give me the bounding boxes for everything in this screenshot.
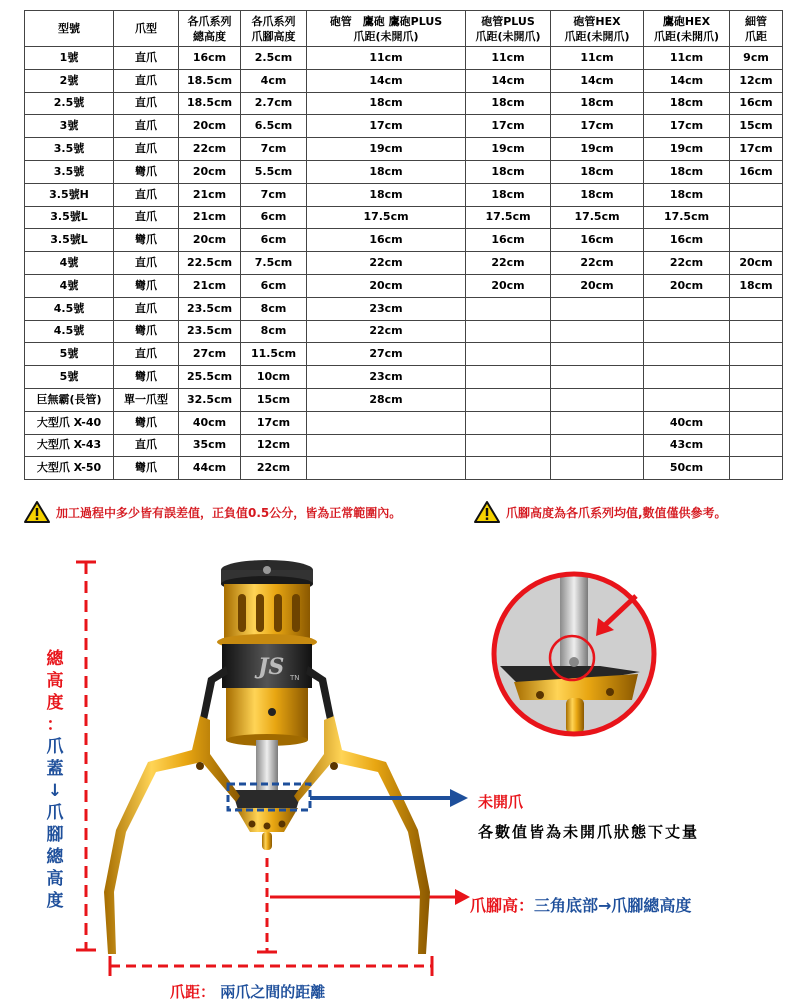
table-cell: 3號 xyxy=(25,115,114,138)
table-cell: 23cm xyxy=(307,297,466,320)
table-cell xyxy=(307,411,466,434)
svg-text:JS: JS xyxy=(258,654,285,680)
table-cell: 7.5cm xyxy=(241,252,307,275)
table-cell: 9cm xyxy=(730,47,783,70)
foot-height-indicator xyxy=(257,858,470,952)
table-row xyxy=(25,138,783,161)
table-cell: 14cm xyxy=(551,69,644,92)
table-cell: 20cm xyxy=(730,252,783,275)
table-cell xyxy=(644,297,730,320)
table-cell: 22.5cm xyxy=(179,252,241,275)
table-cell: 17cm xyxy=(644,115,730,138)
table-cell xyxy=(730,206,783,229)
table-cell xyxy=(466,411,551,434)
table-cell: 20cm xyxy=(551,274,644,297)
table-cell: 18cm xyxy=(644,160,730,183)
table-cell: 43cm xyxy=(644,434,730,457)
table-cell: 18.5cm xyxy=(179,69,241,92)
table-cell: 6cm xyxy=(241,229,307,252)
table-cell: 16cm xyxy=(307,229,466,252)
table-cell: 直爪 xyxy=(114,183,179,206)
column-header: 砲管PLUS 爪距(未開爪) xyxy=(466,11,551,47)
table-cell: 22cm xyxy=(241,457,307,480)
table-cell: 16cm xyxy=(551,229,644,252)
column-header: 砲管HEX 爪距(未開爪) xyxy=(551,11,644,47)
table-cell: 50cm xyxy=(644,457,730,480)
table-cell: 27cm xyxy=(179,343,241,366)
column-header: 各爪系列 爪腳高度 xyxy=(241,11,307,47)
table-cell xyxy=(551,366,644,389)
table-cell: 11cm xyxy=(644,47,730,70)
table-cell: 2.5cm xyxy=(241,47,307,70)
table-cell xyxy=(730,343,783,366)
table-cell: 35cm xyxy=(179,434,241,457)
table-body xyxy=(25,47,783,480)
table-row xyxy=(25,434,783,457)
table-cell: 17.5cm xyxy=(551,206,644,229)
column-header: 爪型 xyxy=(114,11,179,47)
table-cell: 16cm xyxy=(644,229,730,252)
table-cell: 11cm xyxy=(551,47,644,70)
table-cell xyxy=(644,366,730,389)
table-cell: 11cm xyxy=(466,47,551,70)
table-cell xyxy=(730,297,783,320)
table-row xyxy=(25,160,783,183)
table-cell: 4號 xyxy=(25,274,114,297)
table-cell: 3.5號L xyxy=(25,229,114,252)
spec-table xyxy=(24,10,783,480)
claw-span-label: 爪距： 兩爪之間的距離 xyxy=(170,983,326,1001)
column-header: 型號 xyxy=(25,11,114,47)
table-cell: 19cm xyxy=(307,138,466,161)
table-cell: 17.5cm xyxy=(466,206,551,229)
table-cell: 直爪 xyxy=(114,297,179,320)
table-cell: 5號 xyxy=(25,366,114,389)
table-cell: 27cm xyxy=(307,343,466,366)
table-row xyxy=(25,206,783,229)
table-cell: 20cm xyxy=(644,274,730,297)
table-cell: 14cm xyxy=(644,69,730,92)
table-cell: 16cm xyxy=(466,229,551,252)
table-cell: 22cm xyxy=(466,252,551,275)
table-cell xyxy=(730,366,783,389)
table-cell: 18cm xyxy=(307,160,466,183)
claw-diagram xyxy=(0,540,800,1000)
table-cell: 彎爪 xyxy=(114,320,179,343)
table-cell xyxy=(730,457,783,480)
table-cell: 6cm xyxy=(241,274,307,297)
table-cell: 4號 xyxy=(25,252,114,275)
table-cell: 21cm xyxy=(179,206,241,229)
table-cell: 22cm xyxy=(307,252,466,275)
table-row xyxy=(25,411,783,434)
table-cell xyxy=(730,388,783,411)
table-cell: 12cm xyxy=(730,69,783,92)
table-cell xyxy=(644,388,730,411)
table-cell: 8cm xyxy=(241,297,307,320)
table-cell: 彎爪 xyxy=(114,366,179,389)
table-cell: 3.5號H xyxy=(25,183,114,206)
table-cell: 40cm xyxy=(644,411,730,434)
table-cell xyxy=(551,343,644,366)
table-cell: 1號 xyxy=(25,47,114,70)
table-cell: 17cm xyxy=(307,115,466,138)
table-cell xyxy=(551,320,644,343)
table-cell: 15cm xyxy=(730,115,783,138)
table-cell xyxy=(466,320,551,343)
table-cell: 5.5cm xyxy=(241,160,307,183)
total-height-indicator xyxy=(76,562,96,950)
table-cell xyxy=(730,320,783,343)
table-cell: 直爪 xyxy=(114,206,179,229)
table-cell: 6cm xyxy=(241,206,307,229)
table-cell: 2.7cm xyxy=(241,92,307,115)
table-cell: 直爪 xyxy=(114,115,179,138)
table-cell xyxy=(730,229,783,252)
table-row xyxy=(25,69,783,92)
table-cell: 4.5號 xyxy=(25,320,114,343)
table-cell: 2.5號 xyxy=(25,92,114,115)
table-cell: 單一爪型 xyxy=(114,388,179,411)
table-cell: 18cm xyxy=(466,160,551,183)
table-cell: 4cm xyxy=(241,69,307,92)
table-cell xyxy=(551,388,644,411)
table-cell xyxy=(307,434,466,457)
warning-icon xyxy=(24,500,50,524)
note-tolerance xyxy=(24,500,401,524)
table-cell: 23.5cm xyxy=(179,320,241,343)
table-cell: 11.5cm xyxy=(241,343,307,366)
table-cell xyxy=(551,434,644,457)
notes-bar xyxy=(24,500,784,524)
table-cell: 22cm xyxy=(644,252,730,275)
table-cell: 19cm xyxy=(466,138,551,161)
table-cell: 4.5號 xyxy=(25,297,114,320)
table-cell: 7cm xyxy=(241,138,307,161)
table-row xyxy=(25,252,783,275)
note-tolerance-text: 加工過程中多少皆有誤差值，正負值0.5公分，皆為正常範圍內。 xyxy=(56,505,402,520)
table-cell: 20cm xyxy=(179,160,241,183)
closed-claw-label: 未開爪 xyxy=(478,793,524,811)
total-height-label: 總 高 度 ： 爪 蓋 ↓ 爪 腳 總 高 度 xyxy=(46,649,64,911)
table-cell xyxy=(307,457,466,480)
table-cell: 23cm xyxy=(307,366,466,389)
note-average-text: 爪腳高度為各爪系列均值,數值僅供參考。 xyxy=(506,505,727,520)
table-row xyxy=(25,274,783,297)
table-cell: 28cm xyxy=(307,388,466,411)
table-cell: 21cm xyxy=(179,274,241,297)
claw-illustration xyxy=(0,540,800,1000)
table-cell: 彎爪 xyxy=(114,229,179,252)
table-cell: 17cm xyxy=(730,138,783,161)
table-row xyxy=(25,343,783,366)
table-row xyxy=(25,457,783,480)
note-average xyxy=(474,500,727,524)
table-cell: 11cm xyxy=(307,47,466,70)
table-cell: 17cm xyxy=(466,115,551,138)
table-cell: 7cm xyxy=(241,183,307,206)
table-row xyxy=(25,183,783,206)
table-row xyxy=(25,92,783,115)
table-cell xyxy=(466,366,551,389)
table-cell: 17cm xyxy=(551,115,644,138)
table-cell: 彎爪 xyxy=(114,274,179,297)
table-cell: 2號 xyxy=(25,69,114,92)
column-header: 鷹砲HEX 爪距(未開爪) xyxy=(644,11,730,47)
table-cell: 8cm xyxy=(241,320,307,343)
table-cell: 巨無霸(長管) xyxy=(25,388,114,411)
table-cell: 20cm xyxy=(179,229,241,252)
table-cell: 40cm xyxy=(179,411,241,434)
table-cell: 大型爪 X-40 xyxy=(25,411,114,434)
table-cell xyxy=(466,343,551,366)
table-cell xyxy=(551,297,644,320)
table-cell xyxy=(551,411,644,434)
table-cell: 21cm xyxy=(179,183,241,206)
warning-icon xyxy=(474,500,500,524)
table-cell xyxy=(466,457,551,480)
table-cell: 18cm xyxy=(551,160,644,183)
table-cell: 18cm xyxy=(466,183,551,206)
table-cell xyxy=(644,343,730,366)
table-cell xyxy=(730,183,783,206)
table-cell: 18cm xyxy=(551,183,644,206)
table-cell: 15cm xyxy=(241,388,307,411)
table-cell: 19cm xyxy=(551,138,644,161)
table-cell: 5號 xyxy=(25,343,114,366)
table-cell: 直爪 xyxy=(114,47,179,70)
column-header: 細管 爪距 xyxy=(730,11,783,47)
table-cell xyxy=(730,411,783,434)
table-cell: 14cm xyxy=(466,69,551,92)
table-cell xyxy=(551,457,644,480)
table-cell: 6.5cm xyxy=(241,115,307,138)
table-cell: 直爪 xyxy=(114,69,179,92)
table-cell: 22cm xyxy=(551,252,644,275)
table-cell: 16cm xyxy=(730,92,783,115)
table-cell: 44cm xyxy=(179,457,241,480)
table-cell xyxy=(730,434,783,457)
table-cell: 20cm xyxy=(179,115,241,138)
table-cell xyxy=(466,434,551,457)
closed-claw-note: 各數值皆為未開爪狀態下丈量 xyxy=(478,823,700,841)
table-cell: 12cm xyxy=(241,434,307,457)
table-cell: 直爪 xyxy=(114,434,179,457)
table-cell xyxy=(466,297,551,320)
table-row xyxy=(25,320,783,343)
table-cell: 18cm xyxy=(466,92,551,115)
table-cell: 18.5cm xyxy=(179,92,241,115)
table-cell: 18cm xyxy=(644,92,730,115)
table-cell: 直爪 xyxy=(114,92,179,115)
table-cell: 22cm xyxy=(307,320,466,343)
table-cell: 32.5cm xyxy=(179,388,241,411)
table-cell: 直爪 xyxy=(114,343,179,366)
svg-text:TN: TN xyxy=(290,674,300,682)
table-cell: 10cm xyxy=(241,366,307,389)
table-cell: 20cm xyxy=(307,274,466,297)
table-cell: 18cm xyxy=(551,92,644,115)
table-cell xyxy=(644,320,730,343)
table-cell: 16cm xyxy=(730,160,783,183)
table-cell: 20cm xyxy=(466,274,551,297)
table-row xyxy=(25,115,783,138)
table-cell: 19cm xyxy=(644,138,730,161)
table-row xyxy=(25,366,783,389)
table-cell xyxy=(466,388,551,411)
table-cell: 彎爪 xyxy=(114,160,179,183)
column-header: 各爪系列 總高度 xyxy=(179,11,241,47)
table-row xyxy=(25,297,783,320)
table-cell: 3.5號 xyxy=(25,160,114,183)
table-cell: 18cm xyxy=(307,92,466,115)
foot-height-label: 爪腳高：三角底部→爪腳總高度 xyxy=(470,896,692,915)
table-cell: 17.5cm xyxy=(644,206,730,229)
claw-span-indicator xyxy=(110,956,432,976)
table-cell: 22cm xyxy=(179,138,241,161)
zoom-inset xyxy=(494,574,654,734)
table-cell: 18cm xyxy=(307,183,466,206)
table-cell: 彎爪 xyxy=(114,457,179,480)
table-cell: 彎爪 xyxy=(114,411,179,434)
table-cell: 大型爪 X-43 xyxy=(25,434,114,457)
table-cell: 23.5cm xyxy=(179,297,241,320)
table-cell: 17cm xyxy=(241,411,307,434)
column-header: 砲管 鷹砲 鷹砲PLUS 爪距(未開爪) xyxy=(307,11,466,47)
table-header-row xyxy=(25,11,783,47)
table-cell: 18cm xyxy=(730,274,783,297)
table-cell: 18cm xyxy=(644,183,730,206)
table-cell: 直爪 xyxy=(114,138,179,161)
table-cell: 3.5號 xyxy=(25,138,114,161)
table-cell: 3.5號L xyxy=(25,206,114,229)
table-cell: 17.5cm xyxy=(307,206,466,229)
table-cell: 16cm xyxy=(179,47,241,70)
table-row xyxy=(25,47,783,70)
table-row xyxy=(25,229,783,252)
table-cell: 大型爪 X-50 xyxy=(25,457,114,480)
table-cell: 25.5cm xyxy=(179,366,241,389)
table-row xyxy=(25,388,783,411)
table-cell: 直爪 xyxy=(114,252,179,275)
table-cell: 14cm xyxy=(307,69,466,92)
